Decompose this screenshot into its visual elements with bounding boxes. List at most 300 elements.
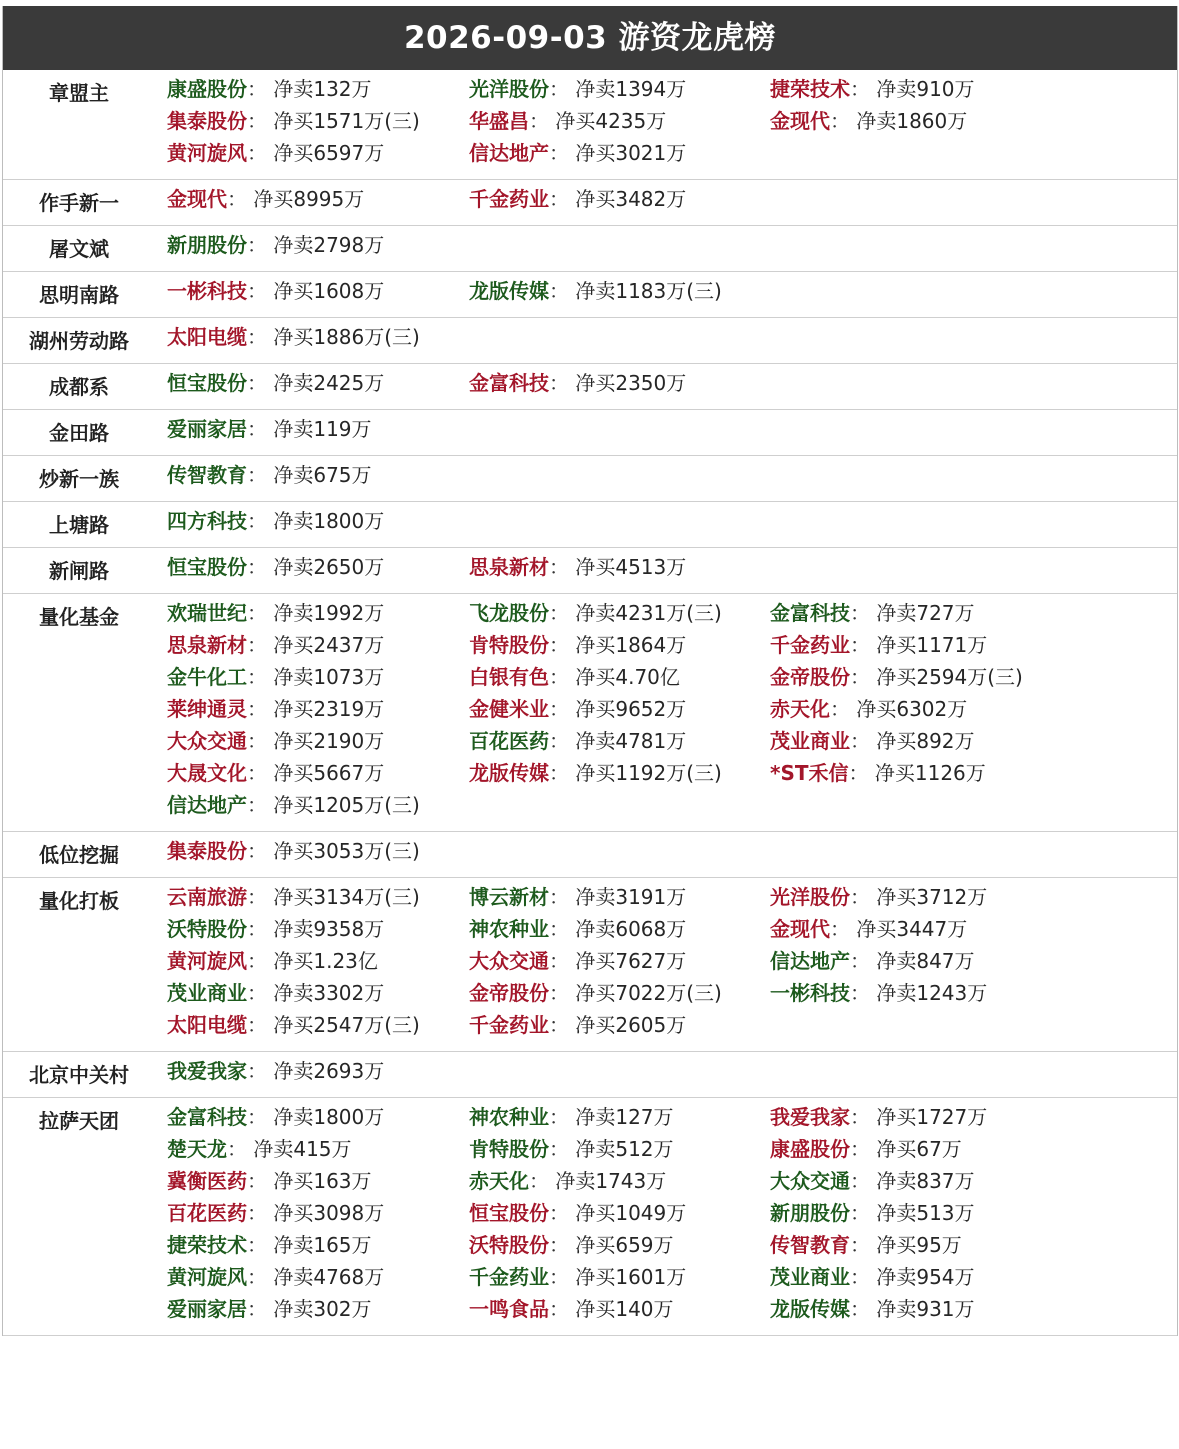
trade-amount: 净买2190万 bbox=[273, 729, 385, 753]
investor-group bbox=[3, 1052, 1177, 1098]
trade-amount: 净卖1992万 bbox=[273, 601, 385, 625]
separator: ： bbox=[850, 1233, 877, 1257]
stock-entry bbox=[770, 725, 975, 757]
separator: ： bbox=[850, 981, 877, 1005]
trade-amount: 净卖1394万 bbox=[575, 77, 687, 101]
stock-name: 千金药业 bbox=[469, 1265, 549, 1289]
trade-amount: 净买1608万 bbox=[273, 279, 385, 303]
investor-group bbox=[3, 318, 1177, 364]
separator: ： bbox=[549, 1013, 576, 1037]
stock-entry bbox=[770, 1133, 962, 1165]
stock-name: 太阳电缆 bbox=[167, 1013, 247, 1037]
investor-group bbox=[3, 502, 1177, 548]
stock-entry bbox=[167, 105, 420, 137]
trade-amount: 净卖4231万(三) bbox=[575, 601, 722, 625]
trade-amount: 净买6597万 bbox=[273, 141, 385, 165]
investor-group bbox=[3, 456, 1177, 502]
stock-entry bbox=[469, 1009, 686, 1041]
separator: ： bbox=[830, 109, 857, 133]
trade-amount: 净卖9358万 bbox=[273, 917, 385, 941]
stock-entry bbox=[770, 1197, 975, 1229]
separator: ： bbox=[247, 1265, 274, 1289]
trade-amount: 净买4.70亿 bbox=[575, 665, 680, 689]
separator: ： bbox=[850, 1297, 877, 1321]
stock-entry bbox=[770, 597, 975, 629]
group-name: 新闸路 bbox=[49, 559, 109, 583]
trade-amount: 净买2437万 bbox=[273, 633, 385, 657]
trade-amount: 净买1601万 bbox=[575, 1265, 687, 1289]
separator: ： bbox=[247, 885, 274, 909]
trade-amount: 净卖119万 bbox=[273, 417, 372, 441]
stock-entry bbox=[770, 1293, 975, 1325]
separator: ： bbox=[247, 1059, 274, 1083]
stock-entry bbox=[167, 881, 420, 913]
stock-entry bbox=[167, 629, 384, 661]
stock-entry bbox=[770, 1229, 962, 1261]
separator: ： bbox=[549, 371, 576, 395]
trade-amount: 净买2350万 bbox=[575, 371, 687, 395]
stock-entry bbox=[469, 629, 686, 661]
stock-name: 茂业商业 bbox=[167, 981, 247, 1005]
trade-amount: 净买2605万 bbox=[575, 1013, 687, 1037]
trade-amount: 净买1171万 bbox=[876, 633, 988, 657]
stock-name: 冀衡医药 bbox=[167, 1169, 247, 1193]
stock-entry bbox=[167, 725, 384, 757]
stock-name: 传智教育 bbox=[770, 1233, 850, 1257]
stock-entry bbox=[770, 881, 987, 913]
stock-entry bbox=[167, 597, 384, 629]
stock-entry bbox=[167, 505, 384, 537]
trade-amount: 净买1205万(三) bbox=[273, 793, 420, 817]
trade-amount: 净卖4768万 bbox=[273, 1265, 385, 1289]
separator: ： bbox=[247, 761, 274, 785]
separator: ： bbox=[549, 729, 576, 753]
group-name: 量化打板 bbox=[39, 889, 119, 913]
stock-name: 集泰股份 bbox=[167, 109, 247, 133]
stock-name: 大众交通 bbox=[167, 729, 247, 753]
separator: ： bbox=[850, 665, 877, 689]
stock-entry bbox=[770, 1101, 987, 1133]
stock-entry bbox=[167, 1293, 372, 1325]
separator: ： bbox=[549, 1137, 576, 1161]
trade-amount: 净卖954万 bbox=[876, 1265, 975, 1289]
stock-name: 光洋股份 bbox=[469, 77, 549, 101]
group-name: 湖州劳动路 bbox=[29, 329, 129, 353]
stock-entry bbox=[469, 1133, 674, 1165]
trade-amount: 净卖165万 bbox=[273, 1233, 372, 1257]
separator: ： bbox=[247, 555, 274, 579]
trade-amount: 净买2547万(三) bbox=[273, 1013, 420, 1037]
stock-name: 恒宝股份 bbox=[167, 371, 247, 395]
stock-name: 百花医药 bbox=[167, 1201, 247, 1225]
stock-entry bbox=[469, 1101, 674, 1133]
separator: ： bbox=[247, 279, 274, 303]
separator: ： bbox=[830, 917, 857, 941]
group-name: 炒新一族 bbox=[39, 467, 119, 491]
separator: ： bbox=[549, 279, 576, 303]
separator: ： bbox=[247, 77, 274, 101]
separator: ： bbox=[227, 1137, 254, 1161]
group-name: 量化基金 bbox=[39, 605, 119, 629]
trade-amount: 净卖2798万 bbox=[273, 233, 385, 257]
stock-entry bbox=[469, 693, 686, 725]
stock-name: 太阳电缆 bbox=[167, 325, 247, 349]
separator: ： bbox=[549, 1105, 576, 1129]
stock-name: *ST禾信 bbox=[770, 761, 849, 785]
separator: ： bbox=[247, 1105, 274, 1129]
investor-group bbox=[3, 364, 1177, 410]
stock-entry bbox=[167, 661, 384, 693]
stock-entry bbox=[167, 413, 372, 445]
stock-entry bbox=[469, 1293, 674, 1325]
separator: ： bbox=[549, 1233, 576, 1257]
stock-entry bbox=[770, 945, 975, 977]
separator: ： bbox=[549, 141, 576, 165]
stock-entry bbox=[167, 757, 384, 789]
separator: ： bbox=[247, 1169, 274, 1193]
stock-name: 欢瑞世纪 bbox=[167, 601, 247, 625]
trade-amount: 净卖1243万 bbox=[876, 981, 988, 1005]
separator: ： bbox=[227, 187, 254, 211]
investor-group bbox=[3, 70, 1177, 180]
group-name: 上塘路 bbox=[49, 513, 109, 537]
stock-name: 康盛股份 bbox=[770, 1137, 850, 1161]
stock-name: 我爱我家 bbox=[167, 1059, 247, 1083]
stock-name: 新朋股份 bbox=[770, 1201, 850, 1225]
group-name: 作手新一 bbox=[39, 191, 119, 215]
trade-amount: 净买7627万 bbox=[575, 949, 687, 973]
separator: ： bbox=[247, 371, 274, 395]
separator: ： bbox=[549, 633, 576, 657]
group-list bbox=[3, 70, 1177, 1336]
trade-amount: 净买67万 bbox=[876, 1137, 962, 1161]
stock-entry bbox=[469, 1261, 686, 1293]
trade-amount: 净买3134万(三) bbox=[273, 885, 420, 909]
separator: ： bbox=[247, 665, 274, 689]
trade-amount: 净卖1800万 bbox=[273, 509, 385, 533]
trade-amount: 净买9652万 bbox=[575, 697, 687, 721]
stock-entry bbox=[167, 789, 420, 821]
separator: ： bbox=[247, 141, 274, 165]
stock-name: 楚天龙 bbox=[167, 1137, 227, 1161]
trade-amount: 净卖910万 bbox=[876, 77, 975, 101]
trade-amount: 净卖415万 bbox=[253, 1137, 352, 1161]
stock-name: 龙版传媒 bbox=[469, 761, 549, 785]
investor-group bbox=[3, 272, 1177, 318]
stock-entry bbox=[770, 913, 967, 945]
separator: ： bbox=[850, 949, 877, 973]
stock-name: 光洋股份 bbox=[770, 885, 850, 909]
stock-name: 一彬科技 bbox=[167, 279, 247, 303]
separator: ： bbox=[247, 839, 274, 863]
trade-amount: 净买2319万 bbox=[273, 697, 385, 721]
separator: ： bbox=[247, 981, 274, 1005]
separator: ： bbox=[247, 949, 274, 973]
group-name: 成都系 bbox=[49, 375, 109, 399]
separator: ： bbox=[247, 633, 274, 657]
trade-amount: 净买1126万 bbox=[874, 761, 986, 785]
trade-amount: 净卖2425万 bbox=[273, 371, 385, 395]
stock-name: 金帝股份 bbox=[469, 981, 549, 1005]
trade-amount: 净买163万 bbox=[273, 1169, 372, 1193]
trade-amount: 净卖847万 bbox=[876, 949, 975, 973]
separator: ： bbox=[549, 1265, 576, 1289]
stock-entry bbox=[167, 1229, 372, 1261]
stock-name: 赤天化 bbox=[469, 1169, 529, 1193]
separator: ： bbox=[850, 885, 877, 909]
stock-entry bbox=[469, 913, 686, 945]
stock-name: 金富科技 bbox=[167, 1105, 247, 1129]
stock-name: 茂业商业 bbox=[770, 729, 850, 753]
separator: ： bbox=[848, 761, 875, 785]
stock-entry bbox=[167, 945, 378, 977]
separator: ： bbox=[247, 509, 274, 533]
investor-group bbox=[3, 594, 1177, 832]
stock-entry bbox=[469, 105, 666, 137]
group-name: 章盟主 bbox=[49, 81, 109, 105]
stock-entry bbox=[469, 945, 686, 977]
stock-name: 金富科技 bbox=[469, 371, 549, 395]
stock-name: 大众交通 bbox=[770, 1169, 850, 1193]
stock-entry bbox=[167, 137, 384, 169]
trade-amount: 净卖1073万 bbox=[273, 665, 385, 689]
stock-name: 华盛昌 bbox=[469, 109, 529, 133]
group-name: 拉萨天团 bbox=[39, 1109, 119, 1133]
separator: ： bbox=[247, 1201, 274, 1225]
stock-name: 金现代 bbox=[770, 109, 830, 133]
stock-entry bbox=[469, 183, 686, 215]
separator: ： bbox=[247, 697, 274, 721]
stock-name: 四方科技 bbox=[167, 509, 247, 533]
stock-entry bbox=[167, 321, 420, 353]
stock-entry bbox=[469, 977, 722, 1009]
separator: ： bbox=[850, 1137, 877, 1161]
stock-name: 龙版传媒 bbox=[469, 279, 549, 303]
stock-entry bbox=[167, 183, 364, 215]
stock-entry bbox=[469, 137, 686, 169]
stock-entry bbox=[167, 1165, 372, 1197]
stock-entry bbox=[770, 629, 987, 661]
separator: ： bbox=[529, 109, 556, 133]
trade-amount: 净卖4781万 bbox=[575, 729, 687, 753]
trade-amount: 净买1571万(三) bbox=[273, 109, 420, 133]
stock-name: 龙版传媒 bbox=[770, 1297, 850, 1321]
stock-name: 信达地产 bbox=[469, 141, 549, 165]
stock-entry bbox=[167, 1101, 384, 1133]
stock-name: 康盛股份 bbox=[167, 77, 247, 101]
trade-amount: 净买2594万(三) bbox=[876, 665, 1023, 689]
stock-name: 金富科技 bbox=[770, 601, 850, 625]
trade-amount: 净卖837万 bbox=[876, 1169, 975, 1193]
stock-entry bbox=[167, 1197, 384, 1229]
stock-name: 肯特股份 bbox=[469, 1137, 549, 1161]
trade-amount: 净买8995万 bbox=[253, 187, 365, 211]
separator: ： bbox=[549, 665, 576, 689]
stock-name: 飞龙股份 bbox=[469, 601, 549, 625]
stock-name: 神农种业 bbox=[469, 1105, 549, 1129]
separator: ： bbox=[549, 1201, 576, 1225]
stock-name: 捷荣技术 bbox=[770, 77, 850, 101]
stock-entry bbox=[167, 1009, 420, 1041]
trade-amount: 净卖302万 bbox=[273, 1297, 372, 1321]
stock-name: 黄河旋风 bbox=[167, 141, 247, 165]
stock-entry bbox=[469, 551, 686, 583]
trade-amount: 净买3053万(三) bbox=[273, 839, 420, 863]
trade-amount: 净卖6068万 bbox=[575, 917, 687, 941]
stock-name: 金帝股份 bbox=[770, 665, 850, 689]
trade-amount: 净买4513万 bbox=[575, 555, 687, 579]
separator: ： bbox=[850, 729, 877, 753]
separator: ： bbox=[247, 109, 274, 133]
stock-name: 莱绅通灵 bbox=[167, 697, 247, 721]
stock-name: 千金药业 bbox=[770, 633, 850, 657]
investor-group bbox=[3, 180, 1177, 226]
trade-amount: 净买1864万 bbox=[575, 633, 687, 657]
separator: ： bbox=[247, 233, 274, 257]
stock-name: 爱丽家居 bbox=[167, 417, 247, 441]
stock-entry bbox=[770, 105, 967, 137]
trade-amount: 净买6302万 bbox=[856, 697, 968, 721]
stock-name: 一鸣食品 bbox=[469, 1297, 549, 1321]
trade-amount: 净卖1860万 bbox=[856, 109, 968, 133]
stock-entry bbox=[167, 459, 372, 491]
trade-amount: 净卖132万 bbox=[273, 77, 372, 101]
stock-entry bbox=[469, 1197, 686, 1229]
trade-amount: 净买140万 bbox=[575, 1297, 674, 1321]
stock-name: 肯特股份 bbox=[469, 633, 549, 657]
trade-amount: 净买1192万(三) bbox=[575, 761, 722, 785]
trade-amount: 净卖3302万 bbox=[273, 981, 385, 1005]
trade-amount: 净卖513万 bbox=[876, 1201, 975, 1225]
group-name: 北京中关村 bbox=[29, 1063, 129, 1087]
separator: ： bbox=[247, 417, 274, 441]
separator: ： bbox=[850, 601, 877, 625]
trade-amount: 净卖1743万 bbox=[555, 1169, 667, 1193]
stock-entry bbox=[469, 73, 686, 105]
group-name: 思明南路 bbox=[39, 283, 119, 307]
stock-name: 茂业商业 bbox=[770, 1265, 850, 1289]
separator: ： bbox=[850, 1169, 877, 1193]
separator: ： bbox=[549, 949, 576, 973]
trade-amount: 净买1.23亿 bbox=[273, 949, 378, 973]
separator: ： bbox=[850, 1105, 877, 1129]
stock-name: 思泉新材 bbox=[469, 555, 549, 579]
investor-group bbox=[3, 832, 1177, 878]
trade-amount: 净卖2650万 bbox=[273, 555, 385, 579]
stock-name: 黄河旋风 bbox=[167, 1265, 247, 1289]
stock-name: 信达地产 bbox=[770, 949, 850, 973]
stock-name: 沃特股份 bbox=[167, 917, 247, 941]
stock-entry bbox=[167, 367, 384, 399]
stock-entry bbox=[469, 725, 686, 757]
trade-amount: 净买659万 bbox=[575, 1233, 674, 1257]
stock-entry bbox=[167, 229, 384, 261]
separator: ： bbox=[830, 697, 857, 721]
stock-name: 大众交通 bbox=[469, 949, 549, 973]
separator: ： bbox=[549, 555, 576, 579]
trade-amount: 净买3482万 bbox=[575, 187, 687, 211]
stock-entry bbox=[770, 757, 986, 789]
stock-name: 集泰股份 bbox=[167, 839, 247, 863]
investor-group bbox=[3, 878, 1177, 1052]
trade-amount: 净卖1800万 bbox=[273, 1105, 385, 1129]
stock-name: 金牛化工 bbox=[167, 665, 247, 689]
separator: ： bbox=[850, 1201, 877, 1225]
stock-entry bbox=[770, 693, 967, 725]
stock-name: 云南旅游 bbox=[167, 885, 247, 909]
separator: ： bbox=[549, 917, 576, 941]
separator: ： bbox=[247, 601, 274, 625]
stock-entry bbox=[770, 1165, 975, 1197]
stock-name: 我爱我家 bbox=[770, 1105, 850, 1129]
stock-name: 沃特股份 bbox=[469, 1233, 549, 1257]
stock-entry bbox=[469, 1229, 674, 1261]
trade-amount: 净卖3191万 bbox=[575, 885, 687, 909]
stock-entry bbox=[469, 661, 680, 693]
stock-name: 赤天化 bbox=[770, 697, 830, 721]
separator: ： bbox=[247, 325, 274, 349]
separator: ： bbox=[549, 77, 576, 101]
stock-name: 千金药业 bbox=[469, 1013, 549, 1037]
stock-entry bbox=[469, 275, 722, 307]
separator: ： bbox=[247, 1233, 274, 1257]
stock-entry bbox=[167, 835, 420, 867]
separator: ： bbox=[549, 187, 576, 211]
separator: ： bbox=[247, 793, 274, 817]
stock-name: 新朋股份 bbox=[167, 233, 247, 257]
stock-entry bbox=[770, 73, 975, 105]
separator: ： bbox=[247, 1297, 274, 1321]
trade-amount: 净卖727万 bbox=[876, 601, 975, 625]
group-name: 低位挖掘 bbox=[39, 843, 119, 867]
stock-name: 爱丽家居 bbox=[167, 1297, 247, 1321]
separator: ： bbox=[247, 1013, 274, 1037]
stock-name: 捷荣技术 bbox=[167, 1233, 247, 1257]
stock-entry bbox=[167, 693, 384, 725]
stock-name: 一彬科技 bbox=[770, 981, 850, 1005]
stock-entry bbox=[770, 1261, 975, 1293]
stock-name: 神农种业 bbox=[469, 917, 549, 941]
trade-amount: 净卖931万 bbox=[876, 1297, 975, 1321]
stock-name: 信达地产 bbox=[167, 793, 247, 817]
stock-entry bbox=[469, 757, 722, 789]
stock-entry bbox=[167, 73, 372, 105]
stock-name: 传智教育 bbox=[167, 463, 247, 487]
trade-amount: 净买5667万 bbox=[273, 761, 385, 785]
trade-amount: 净买3712万 bbox=[876, 885, 988, 909]
stock-entry bbox=[167, 1133, 352, 1165]
trade-amount: 净买1049万 bbox=[575, 1201, 687, 1225]
stock-name: 白银有色 bbox=[469, 665, 549, 689]
trade-amount: 净买892万 bbox=[876, 729, 975, 753]
trade-amount: 净卖2693万 bbox=[273, 1059, 385, 1083]
stock-entry bbox=[167, 977, 384, 1009]
separator: ： bbox=[549, 885, 576, 909]
separator: ： bbox=[549, 601, 576, 625]
separator: ： bbox=[549, 697, 576, 721]
trade-amount: 净买7022万(三) bbox=[575, 981, 722, 1005]
investor-group bbox=[3, 226, 1177, 272]
stock-name: 大晟文化 bbox=[167, 761, 247, 785]
stock-entry bbox=[469, 597, 722, 629]
stock-name: 恒宝股份 bbox=[167, 555, 247, 579]
trade-amount: 净卖1183万(三) bbox=[575, 279, 722, 303]
separator: ： bbox=[850, 1265, 877, 1289]
trade-amount: 净买3021万 bbox=[575, 141, 687, 165]
stock-entry bbox=[167, 1055, 384, 1087]
trade-amount: 净卖675万 bbox=[273, 463, 372, 487]
stock-entry bbox=[770, 661, 1023, 693]
